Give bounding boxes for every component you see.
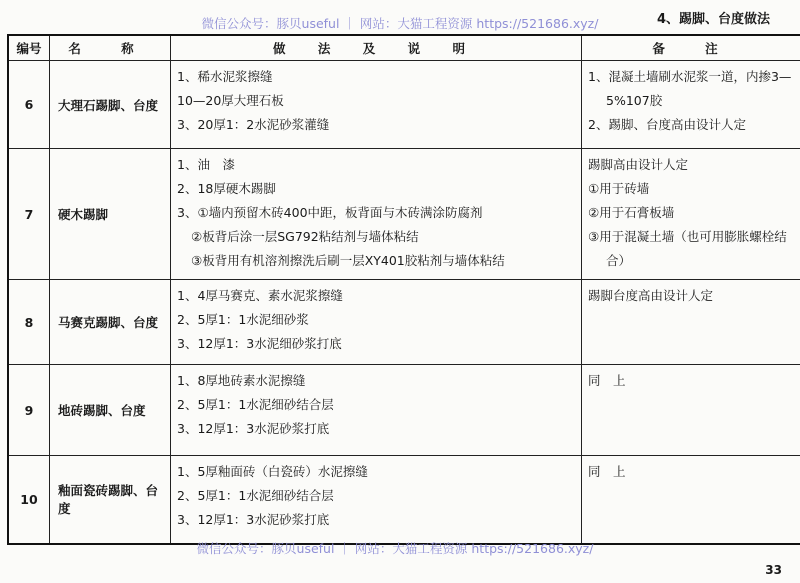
row-method [171, 280, 582, 365]
table-row [8, 61, 800, 149]
method-line: 2、5厚1：1水泥细砂浆 [177, 312, 309, 327]
method-line: 3、20厚1：2水泥砂浆灌缝 [177, 117, 330, 132]
row-name: 马赛克踢脚、台度 [50, 280, 171, 365]
page-number: 33 [765, 563, 782, 577]
row-note [582, 365, 800, 456]
table-header-row [8, 35, 800, 61]
note-line: 1、混凝土墙刷水泥浆一道，内掺3— [588, 69, 792, 84]
method-line: 1、5厚釉面砖（白瓷砖）水泥擦缝 [177, 464, 368, 479]
row-number: 6 [8, 61, 50, 149]
row-note [582, 280, 800, 365]
row-name: 地砖踢脚、台度 [50, 365, 171, 456]
row-number: 10 [8, 456, 50, 544]
construction-table [7, 34, 800, 545]
note-line: ②用于石膏板墙 [588, 205, 675, 220]
note-line: 同 上 [588, 373, 626, 388]
note-line: ③用于混凝土墙（也可用膨胀螺栓结 [588, 229, 787, 244]
header-note: 备 注 [582, 35, 800, 61]
note-line: 2、踢脚、台度高由设计人定 [588, 117, 746, 132]
note-line: 踢脚高由设计人定 [588, 157, 689, 172]
row-number: 8 [8, 280, 50, 365]
table-row [8, 456, 800, 544]
table-row [8, 149, 800, 280]
table-row [8, 280, 800, 365]
method-line: 3、12厚1：3水泥砂浆打底 [177, 421, 330, 436]
method-line: 1、8厚地砖素水泥擦缝 [177, 373, 306, 388]
method-line: 3、①墙内预留木砖400中距，板背面与木砖满涂防腐剂 [177, 205, 483, 220]
row-method [171, 149, 582, 280]
row-name: 大理石踢脚、台度 [50, 61, 171, 149]
table-row [8, 365, 800, 456]
method-line: 2、18厚硬木踢脚 [177, 181, 276, 196]
header-method: 做 法 及 说 明 [171, 35, 582, 61]
row-name: 釉面瓷砖踢脚、台度 [50, 456, 171, 544]
row-number: 7 [8, 149, 50, 280]
watermark-top: 微信公众号：豚贝useful ｜ 网站：大猫工程资源 https://521686.xyz/ [201, 16, 599, 31]
row-note [582, 456, 800, 544]
row-method [171, 61, 582, 149]
note-line: 同 上 [588, 464, 626, 479]
row-method [171, 365, 582, 456]
method-line: 1、稀水泥浆擦缝 [177, 69, 273, 84]
row-number: 9 [8, 365, 50, 456]
method-line: 10—20厚大理石板 [177, 93, 284, 108]
method-line: 1、油 漆 [177, 157, 235, 172]
method-line: 1、4厚马赛克、素水泥浆擦缝 [177, 288, 343, 303]
method-line: ③板背用有机溶剂擦洗后刷一层XY401胶粘剂与墙体粘结 [191, 253, 505, 268]
note-line: 踢脚台度高由设计人定 [588, 288, 714, 303]
row-method [171, 456, 582, 544]
method-line: 3、12厚1：3水泥细砂浆打底 [177, 336, 342, 351]
note-line: ①用于砖墙 [588, 181, 650, 196]
header-name: 名 称 [50, 35, 171, 61]
method-line: 2、5厚1：1水泥细砂结合层 [177, 488, 334, 503]
note-line: 5%107胶 [606, 93, 663, 108]
header-no: 编号 [8, 35, 50, 61]
section-title: 4、踢脚、台度做法 [656, 12, 770, 27]
method-line: ②板背后涂一层SG792粘结剂与墙体粘结 [191, 229, 419, 244]
method-line: 2、5厚1：1水泥细砂结合层 [177, 397, 334, 412]
method-line: 3、12厚1：3水泥砂浆打底 [177, 512, 330, 527]
watermark-bottom: 微信公众号：豚贝useful ｜ 网站：大猫工程资源 https://521686.xyz/ [196, 541, 594, 556]
row-note [582, 149, 800, 280]
row-note [582, 61, 800, 149]
note-line: 合） [606, 253, 632, 268]
row-name: 硬木踢脚 [50, 149, 171, 280]
